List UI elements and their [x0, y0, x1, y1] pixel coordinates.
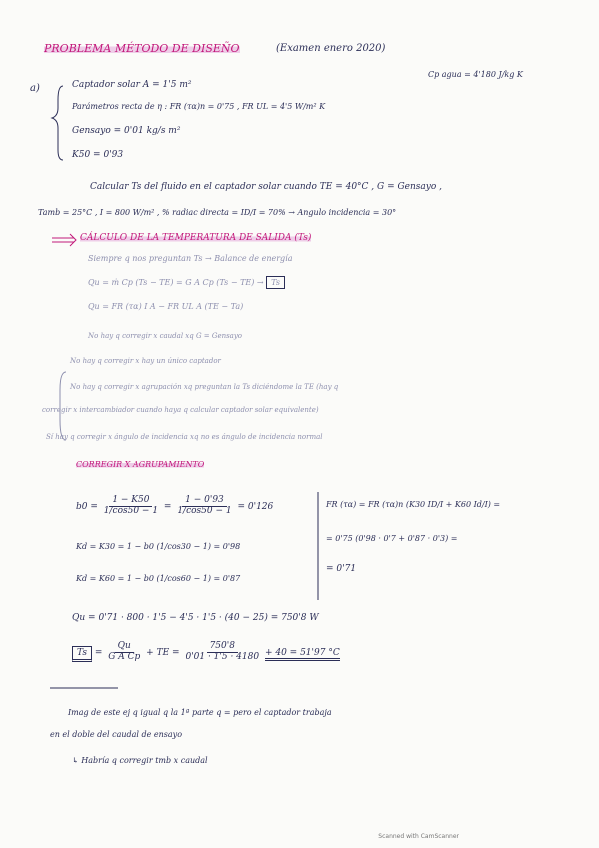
section-title-outlet-temp: CÁLCULO DE LA TEMPERATURA DE SALIDA (Ts)	[80, 233, 312, 243]
k60-equation: Kd = K60 = 1 − b0 (1/cos60 − 1) = 0'87	[76, 574, 241, 583]
correction-note-flow: No hay q corregir x caudal xq G = Gensayo	[88, 332, 243, 340]
given-k50: K50 = 0'93	[72, 150, 124, 160]
closing-note-2: en el doble del caudal de ensayo	[50, 730, 183, 739]
useful-heat-result: Qu = 0'71 · 800 · 1'5 − 4'5 · 1'5 · (40 − 25) = 750'8 W	[72, 613, 319, 623]
correction-note-grouping-cont: corregir x intercambiador cuando haya q calcular captador solar equivalente)	[42, 406, 319, 414]
closing-note-1: Imag de este ej q igual q la 1ª parte q = pero el captador trabaja	[68, 708, 332, 717]
outlet-temp-equation: Ts = $\frac{Qu}{\text{G A Cp}}$ + TE = $\frac{750'8}{0'01 \cdot 1'5 \cdot 4180}$ + 40 = 51'97 °C	[72, 642, 340, 663]
b0-equation: b0 = $\frac{1 - K50}{1/\cos 50 - 1}$ = $\frac{1 - 0'93}{1/\cos 50 - 1}$ = 0'126	[76, 495, 274, 516]
scanner-watermark: Scanned with CamScanner	[378, 833, 459, 840]
correction-note-grouping: No hay q corregir x agrupación xq preguntan la Ts diciéndome la TE (hay q	[70, 383, 339, 391]
task-line-1: Calcular Ts del fluido en el captador solar cuando TE = 40°C , G = Gensayo ,	[90, 182, 443, 192]
corrected-optical-eq: FR (τα) = FR (τα)n (K30 ID/I + K60 Id/I) =	[326, 500, 501, 509]
correction-note-angle: Sí hay q corregir x ángulo de incidencia xq no es ángulo de incidencia normal	[46, 433, 323, 441]
corrected-optical-result: = 0'71	[326, 564, 357, 574]
page-title: PROBLEMA MÉTODO DE DISEÑO	[44, 42, 240, 55]
useful-heat-eq: Qu = FR (τα) I A − FR UL A (TE − Ta)	[88, 302, 244, 311]
given-test-flow: Gensayo = 0'01 kg/s m²	[72, 126, 181, 136]
arrow-note: Siempre q nos preguntan Ts → Balance de energía	[88, 254, 293, 263]
closing-note-3: ↳ Habría q corregir tmb x caudal	[72, 756, 208, 765]
part-label: a)	[30, 83, 40, 94]
correction-note-single: No hay q corregir x hay un único captador	[70, 357, 221, 365]
exam-note: (Examen enero 2020)	[276, 43, 386, 54]
energy-balance-eq: Qu = ṁ Cp (Ts − TE) = G A Cp (Ts − TE) → Ts	[88, 278, 285, 287]
given-collector-area: Captador solar A = 1'5 m²	[72, 80, 192, 90]
section-title-grouping: CORREGIR X AGRUPAMIENTO	[76, 460, 205, 469]
given-efficiency-line: Parámetros recta de η : FR (τα)n = 0'75 , FR UL = 4'5 W/m² K	[72, 102, 326, 111]
corrected-optical-values: = 0'75 (0'98 · 0'7 + 0'87 · 0'3) =	[326, 534, 458, 543]
task-line-2: Tamb = 25°C , I = 800 W/m² , % radiac directa = ID/I = 70% → Angulo incidencia = 30°	[38, 208, 397, 217]
given-cp-water: Cp agua = 4'180 J/kg K	[428, 70, 523, 79]
k30-equation: Kd = K30 = 1 − b0 (1/cos30 − 1) = 0'98	[76, 542, 241, 551]
